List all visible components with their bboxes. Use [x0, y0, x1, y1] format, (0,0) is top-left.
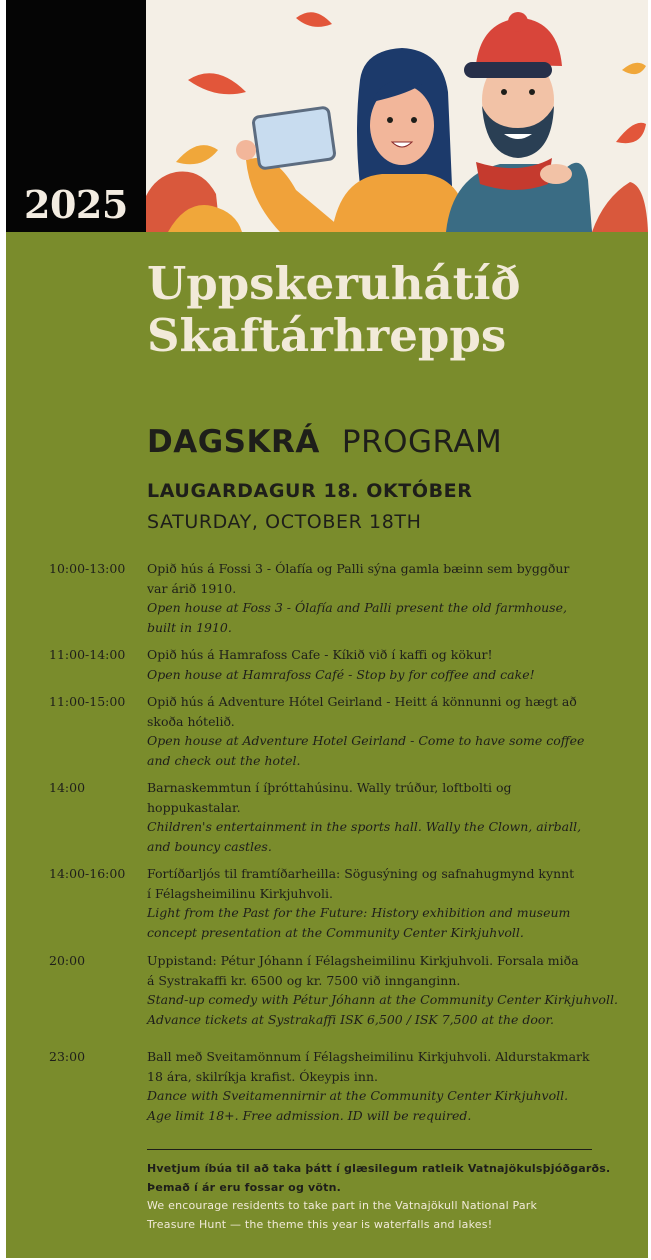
footer-text-en: We encourage residents to take part in the Vatnajökull National Park [147, 1199, 538, 1212]
year-label: 2025 [24, 182, 128, 227]
event-time: 10:00-13:00 [49, 561, 126, 576]
event-description [147, 778, 617, 856]
event-text-is: Ball með Sveitamönnum í Félagsheimilinu Kirkjuhvoli. Aldurstakmark [147, 1049, 590, 1064]
event-description [147, 645, 617, 684]
date-english: SATURDAY, OCTOBER 18TH [147, 511, 422, 533]
event-text-is: Opið hús á Fossi 3 - Ólafía og Palli sýna gamla bæinn sem byggður [147, 561, 570, 576]
event-text-en: Advance tickets at Systrakaffi ISK 6,500 / ISK 7,500 at the door. [147, 1011, 555, 1027]
program-heading [147, 424, 502, 460]
event-title [147, 258, 627, 362]
event-text-en: concept presentation at the Community Center Kirkjuhvoll. [147, 924, 524, 940]
event-text-is: var árið 1910. [147, 580, 237, 596]
event-text-en: Open house at Foss 3 - Ólafía and Palli present the old farmhouse, [147, 600, 567, 615]
event-text-is: í Félagsheimilinu Kirkjuhvoli. [147, 885, 334, 901]
event-text-is: Uppistand: Pétur Jóhann í Félagsheimilinu Kirkjuhvoli. Forsala miða [147, 953, 579, 968]
event-text-en: Dance with Sveitamennirnir at the Community Center Kirkjuhvoll. [147, 1088, 569, 1103]
event-description [147, 559, 617, 637]
event-text-is: á Systrakaffi kr. 6500 og kr. 7500 við innganginn. [147, 972, 461, 988]
event-text-is: skoða hótelið. [147, 713, 235, 729]
event-text-is: 18 ára, skilríkja krafist. Ókeypis inn. [147, 1068, 379, 1084]
event-description [147, 951, 617, 1029]
poster [6, 0, 648, 1258]
event-text-en: built in 1910. [147, 619, 232, 635]
event-time: 14:00-16:00 [49, 866, 126, 881]
event-description [147, 1047, 617, 1125]
footer-divider [147, 1149, 592, 1150]
event-text-is: hoppukastalar. [147, 799, 241, 815]
event-text-is: Opið hús á Adventure Hótel Geirland - Heitt á könnunni og hægt að [147, 694, 577, 709]
autumn-selfie-illustration [146, 0, 648, 232]
event-text-en: Open house at Hamrafoss Café - Stop by for coffee and cake! [147, 666, 535, 682]
event-time: 20:00 [49, 953, 86, 968]
event-time: 11:00-14:00 [49, 647, 126, 662]
title-line-1: Uppskeruhátíð [147, 257, 521, 310]
event-text-en: and check out the hotel. [147, 752, 301, 768]
event-text-en: Light from the Past for the Future: History exhibition and museum [147, 905, 571, 920]
event-description [147, 692, 617, 770]
program-heading-is: DAGSKRÁ [147, 424, 320, 460]
footer-note [147, 1160, 617, 1234]
event-text-en: Children's entertainment in the sports hall. Wally the Clown, airball, [147, 819, 582, 834]
event-text-is: Opið hús á Hamrafoss Cafe - Kíkið við í kaffi og kökur! [147, 647, 493, 662]
date-icelandic: LAUGARDAGUR 18. OKTÓBER [147, 480, 473, 502]
event-text-is: Fortíðarljós til framtíðarheilla: Sögusýning og safnahugmynd kynnt [147, 866, 575, 881]
event-text-en: Age limit 18+. Free admission. ID will be required. [147, 1107, 472, 1123]
event-time: 23:00 [49, 1049, 86, 1064]
footer-text-is: Hvetjum íbúa til að taka þátt í glæsilegum ratleik Vatnajökulsþjóðgarðs. [147, 1162, 611, 1175]
program-heading-en: PROGRAM [341, 424, 503, 460]
event-text-en: Stand-up comedy with Pétur Jóhann at the Community Center Kirkjuhvoll. [147, 992, 618, 1007]
title-line-2: Skaftárhrepps [147, 309, 507, 362]
footer-text-en: Treasure Hunt — the theme this year is waterfalls and lakes! [147, 1217, 493, 1231]
event-text-en: and bouncy castles. [147, 838, 272, 854]
event-time: 14:00 [49, 780, 86, 795]
event-description [147, 864, 617, 942]
header-band [6, 0, 648, 232]
year-block [6, 0, 146, 232]
event-text-is: Barnaskemmtun í íþróttahúsinu. Wally trúður, loftbolti og [147, 780, 512, 795]
event-time: 11:00-15:00 [49, 694, 126, 709]
event-text-en: Open house at Adventure Hotel Geirland - Come to have some coffee [147, 733, 585, 748]
footer-text-is: Þemað í ár eru fossar og vötn. [147, 1180, 342, 1194]
